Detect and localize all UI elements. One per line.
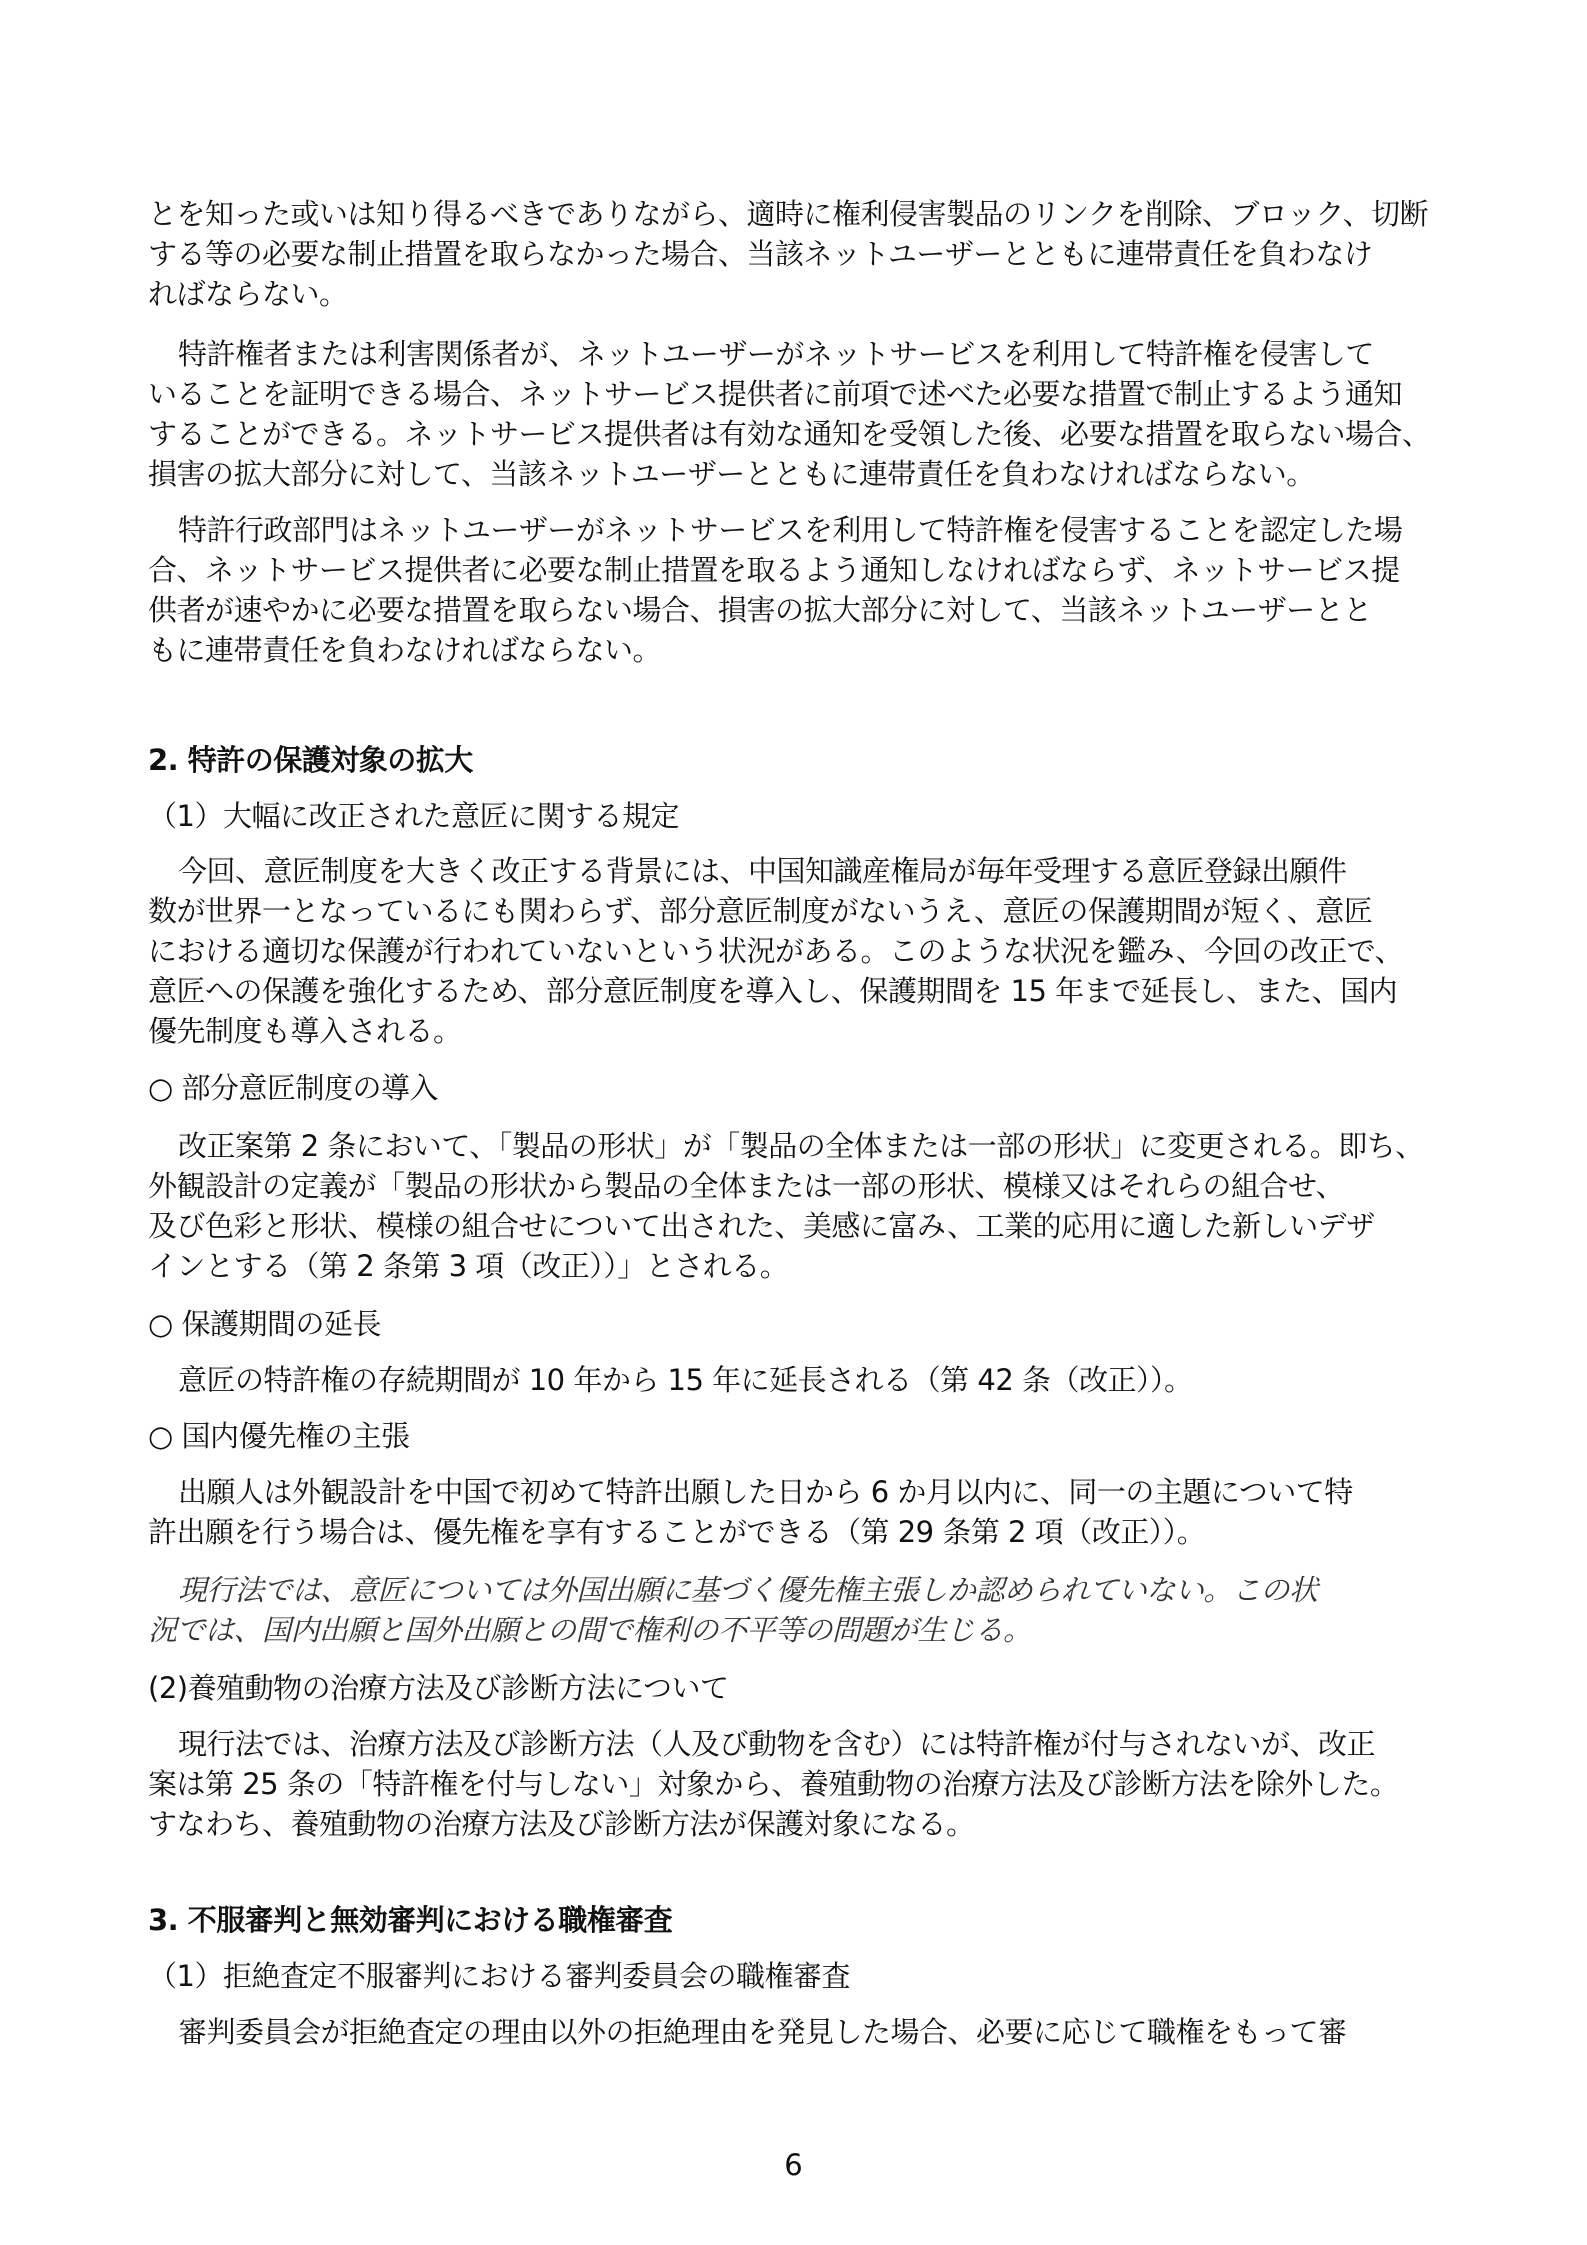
text-line: 特許権者または利害関係者が、ネットユーザーがネットサービスを利用して特許権を侵害して [178, 337, 1374, 371]
text-line: ればならない。 [148, 277, 348, 311]
text-line: 許出願を行う場合は、優先権を享有することができる（第 29 条第 2 項（改正））。 [148, 1515, 1206, 1549]
text-line: 供者が速やかに必要な措置を取らない場合、損害の拡大部分に対して、当該ネットユーザーとと [148, 593, 1372, 627]
text-line: 案は第 25 条の「特許権を付与しない」対象から、養殖動物の治療方法及び診断方法を除外した。 [148, 1767, 1399, 1801]
subsection-heading: (2)養殖動物の治療方法及び診断方法について [148, 1671, 729, 1705]
text-line: 特許行政部門はネットユーザーがネットサービスを利用して特許権を侵害することを認定した場 [178, 513, 1403, 547]
text-line: 優先制度も導入される。 [148, 1014, 462, 1048]
text-line: する等の必要な制止措置を取らなかった場合、当該ネットユーザーとともに連帯責任を負わなけ [148, 237, 1373, 271]
text-line: 意匠への保護を強化するため、部分意匠制度を導入し、保護期間を 15 年まで延長し、また、国内 [148, 974, 1398, 1008]
text-line: いることを証明できる場合、ネットサービス提供者に前項で述べた必要な措置で制止するよう通知 [148, 377, 1403, 411]
subsection-heading: （1）大幅に改正された意匠に関する規定 [148, 799, 679, 833]
subsection-heading: （1）拒絶査定不服審判における審判委員会の職権審査 [148, 1959, 850, 1993]
text-line: インとする（第 2 条第 3 項（改正））」とされる。 [148, 1249, 789, 1283]
italic-note-line: 現行法では、意匠については外国出願に基づく優先権主張しか認められていない。この状 [178, 1573, 1318, 1607]
text-line: 現行法では、治療方法及び診断方法（人及び動物を含む）には特許権が付与されないが、改正 [178, 1727, 1376, 1761]
text-line: 出願人は外観設計を中国で初めて特許出願した日から 6 か月以内に、同一の主題について特 [178, 1475, 1353, 1509]
text-line: 及び色彩と形状、模様の組合せについて出された、美感に富み、工業的応用に適した新しいデザ [148, 1209, 1375, 1243]
bullet-heading: ○ 保護期間の延長 [148, 1307, 382, 1341]
text-line: 数が世界一となっているにも関わらず、部分意匠制度がないうえ、意匠の保護期間が短く、意匠 [148, 894, 1373, 928]
bullet-heading: ○ 国内優先権の主張 [148, 1419, 410, 1453]
text-line: もに連帯責任を負わなければならない。 [148, 633, 662, 667]
text-line: 意匠の特許権の存続期間が 10 年から 15 年に延長される（第 42 条（改正））。 [178, 1363, 1193, 1397]
section-heading: 3. 不服審判と無効審判における職権審査 [148, 1903, 673, 1937]
text-line: とを知った或いは知り得るべきでありながら、適時に権利侵害製品のリンクを削除、ブロック、切断 [148, 197, 1429, 231]
text-line: における適切な保護が行われていないという状況がある。このような状況を鑑み、今回の改正で、 [148, 934, 1404, 968]
text-line: 外観設計の定義が「製品の形状から製品の全体または一部の形状、模様又はそれらの組合せ、 [148, 1169, 1345, 1203]
text-line: 今回、意匠制度を大きく改正する背景には、中国知識産権局が毎年受理する意匠登録出願件 [178, 854, 1347, 888]
text-line: 合、ネットサービス提供者に必要な制止措置を取るよう通知しなければならず、ネットサービス提 [148, 553, 1400, 587]
bullet-heading: ○ 部分意匠制度の導入 [148, 1071, 439, 1105]
section-heading: 2. 特許の保護対象の拡大 [148, 743, 473, 777]
text-line: 改正案第 2 条において、「製品の形状」が「製品の全体または一部の形状」に変更される。即ち、 [178, 1129, 1424, 1163]
text-line: 損害の拡大部分に対して、当該ネットユーザーとともに連帯責任を負わなければならない。 [148, 457, 1315, 491]
text-line: 審判委員会が拒絶査定の理由以外の拒絶理由を発見した場合、必要に応じて職権をもって審 [178, 2015, 1347, 2049]
text-line: すなわち、養殖動物の治療方法及び診断方法が保護対象になる。 [148, 1807, 975, 1841]
text-line: することができる。ネットサービス提供者は有効な通知を受領した後、必要な措置を取らない場合、 [148, 417, 1431, 451]
page-number: 6 [784, 2148, 803, 2182]
italic-note-line: 況では、国内出願と国外出願との間で権利の不平等の問題が生じる。 [148, 1613, 1032, 1647]
